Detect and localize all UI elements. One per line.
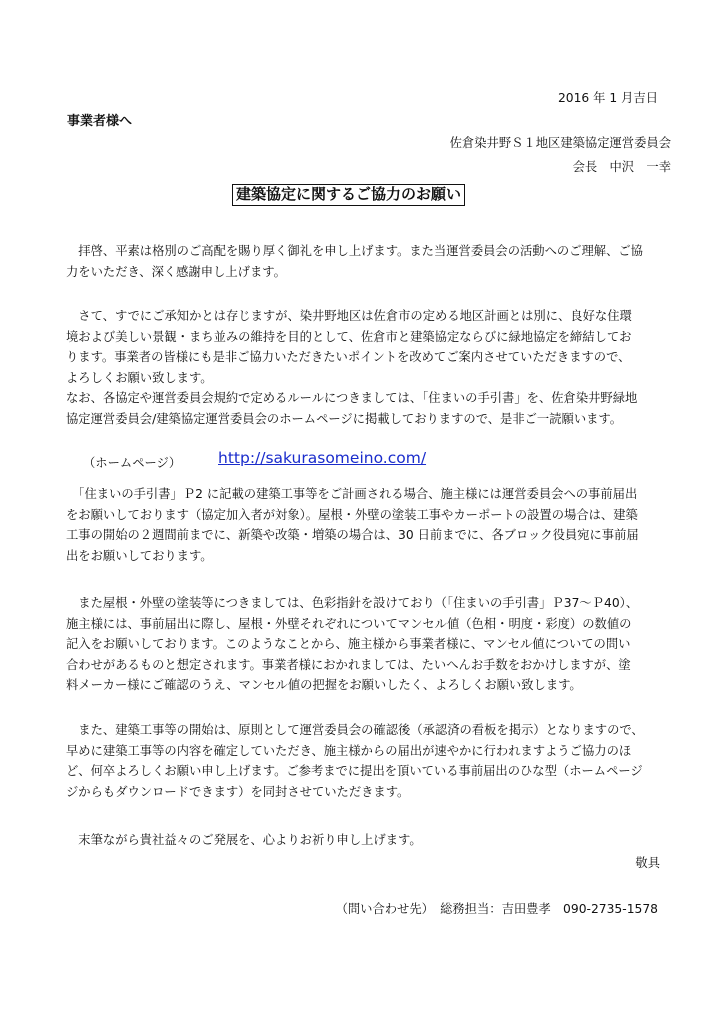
closing-keigu: 敬具 (635, 856, 660, 870)
paragraph-line: 末筆ながら貴社益々のご発展を、心よりお祈り申し上げます。 (66, 833, 422, 847)
paragraph-color-guidelines (66, 593, 666, 696)
paragraph-construction-start (66, 720, 666, 802)
paragraph-line: ジからもダウンロードできます）を同封させていただきます。 (66, 784, 410, 799)
paragraph-line: 力をいただき、深く感謝申し上げます。 (66, 264, 286, 279)
sender-chairperson: 会長 中沢 一幸 (572, 160, 671, 174)
homepage-label: （ホームページ） (83, 456, 182, 470)
paragraph-line: をお願いしております（協定加入者が対象）。屋根・外壁の塗装工事やカーポートの設置の場合は、建築 (66, 507, 638, 522)
paragraph-line: 施主様には、事前届出に際し、屋根・外壁それぞれについてマンセル値（色相・明度・彩度）の数値の (66, 616, 632, 631)
paragraph-line: 料メーカー様にご確認のうえ、マンセル値の把握をお願いしたく、よろしくお願い致します。 (66, 678, 582, 693)
paragraph-prior-notice (66, 484, 666, 566)
paragraph-line: また屋根・外壁の塗装等につきましては、色彩指針を設けており（「住まいの手引書」Ｐ37～Ｐ40）、 (66, 596, 639, 610)
paragraph-line: 出をお願いしております。 (66, 548, 213, 563)
paragraph-agreements (66, 306, 666, 430)
addressee: 事業者様へ (67, 114, 133, 129)
sender-organization: 佐倉染井野Ｓ１地区建築協定運営委員会 (449, 136, 671, 150)
paragraph-line: 境および美しい景観・まち並みの維持を目的として、佐倉市と建築協定ならびに緑地協定を締結してお (66, 329, 632, 344)
paragraph-line: さて、すでにご承知かとは存じますが、染井野地区は佐倉市の定める地区計画とは別に、良好な住環 (66, 309, 632, 323)
contact-info: （問い合わせ先） 総務担当：吉田豊孝 090-2735-1578 (335, 902, 658, 916)
paragraph-line: 合わせがあるものと想定されます。事業者様におかれましては、たいへんお手数をおかけしますが、塗 (66, 657, 631, 672)
paragraph-line: 工事の開始の２週間前までに、新築や改築・増築の場合は、30 日前までに、各ブロック役員宛に事前届 (66, 528, 639, 543)
paragraph-line: 記入をお願いしております。このようなことから、施主様から事業者様に、マンセル値についての問い (66, 637, 631, 652)
paragraph-line: 早めに建築工事等の内容を確定していただき、施主様からの届出が速やかに行われますようご協力のほ (66, 743, 632, 758)
paragraph-line: 拝啓、平素は格別のご高配を賜り厚く御礼を申し上げます。また当運営委員会の活動へのご理解、ご協 (66, 244, 643, 258)
homepage-link[interactable]: http://sakurasomeino.com/ (218, 449, 427, 467)
paragraph-closing (66, 830, 666, 851)
paragraph-line: 「住まいの手引書」Ｐ2 に記載の建築工事等をご計画される場合、施主様には運営委員会への事前届出 (66, 487, 638, 501)
letter-date: 2016 年 1 月吉日 (557, 91, 658, 105)
document-title: 建築協定に関するご協力のお願い (232, 184, 465, 206)
paragraph-line: なお、各協定や運営委員会規約で定めるルールにつきましては、「住まいの手引書」を、佐倉染井野緑地 (66, 391, 638, 406)
paragraph-line: よろしくお願い致します。 (66, 370, 213, 385)
paragraph-line: ど、何卒よろしくお願い申し上げます。ご参考までに提出を頂いている事前届出のひな型（ホームページ (66, 764, 643, 779)
paragraph-line: ります。事業者の皆様にも是非ご協力いただきたいポイントを改めてご案内させていただきますので、 (66, 350, 631, 365)
paragraph-greeting (66, 241, 666, 282)
paragraph-line: 協定運営委員会/建築協定運営委員会のホームページに掲載しておりますので、是非ご一読願います。 (66, 411, 623, 426)
paragraph-line: また、建築工事等の開始は、原則として運営委員会の確認後（承認済の看板を掲示）となりますので、 (66, 723, 644, 737)
